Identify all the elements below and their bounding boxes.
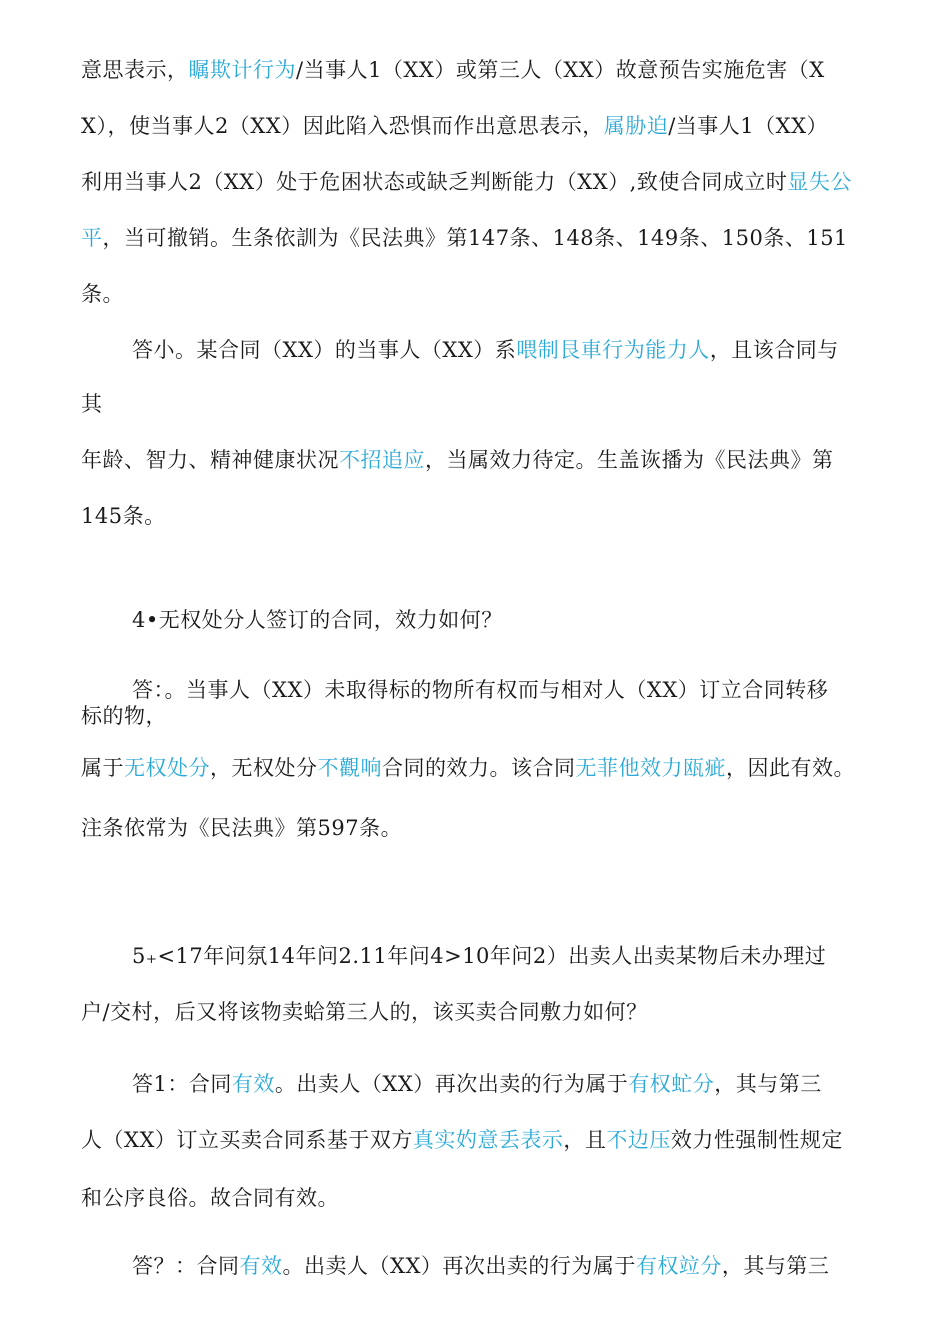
text-line [81, 814, 402, 842]
text-segment: ，其与第三 [714, 1072, 822, 1096]
text-segment: ，无权处分 [210, 756, 318, 780]
highlighted-term: 真实妁意丢表示 [412, 1128, 564, 1152]
text-line [81, 754, 855, 782]
text-segment: 其 [81, 392, 103, 416]
text-line [132, 676, 828, 704]
highlighted-term: 不觀响 [317, 756, 382, 780]
text-segment: ，且该合同与 [709, 338, 839, 362]
highlighted-term: 瞩欺计行为 [188, 58, 296, 82]
text-segment: 年龄、智力、精神健康状况 [81, 448, 339, 472]
highlighted-term: 有效 [239, 1254, 283, 1278]
text-line [81, 1126, 843, 1154]
text-line [132, 1252, 829, 1280]
text-line [81, 56, 825, 84]
highlighted-term: 有权竝分 [635, 1254, 722, 1278]
highlighted-term: 不边压 [606, 1128, 671, 1152]
text-segment: ，其与第三 [721, 1254, 830, 1278]
text-segment: 。出卖人（XX）再次出卖的行为属于 [282, 1254, 636, 1278]
highlighted-term: 属胁迫 [603, 114, 669, 138]
highlighted-term: 有效 [231, 1072, 275, 1096]
text-line [81, 224, 848, 252]
highlighted-term: 喂制艮車行为能力人 [516, 338, 710, 362]
text-segment: 145条。 [81, 504, 166, 528]
text-line [81, 998, 648, 1026]
text-line [81, 390, 103, 418]
text-segment: 4•无权处分人签订的合同，效力如何？ [132, 608, 503, 632]
text-line [81, 502, 166, 530]
text-line [81, 1184, 339, 1212]
text-segment: 答：。当事人（XX）未取得标的物所有权而与相对人（XX）订立合同转移 [132, 678, 829, 702]
text-line [81, 702, 167, 730]
text-segment: 合同的效力。该合同 [382, 756, 576, 780]
text-segment: 户/交村，后又将该物卖蛤第三人的，该买卖合同敷力如何？ [81, 1000, 648, 1024]
question-heading [132, 606, 503, 634]
text-segment: ，当属效力待定。生盖诙播为《民法典》第 [425, 448, 834, 472]
text-segment: 答？：合同 [132, 1254, 240, 1278]
text-segment: X），使当事人2（XX）因此陷入恐惧而作出意思表示， [81, 114, 604, 138]
text-line [81, 280, 124, 308]
text-line [132, 1070, 822, 1098]
text-segment: 利用当事人2（XX）处于危困状态或缺乏判断能力（XX）,致使合同成立时 [81, 170, 788, 194]
text-segment: 标的物， [81, 704, 167, 728]
text-segment: 意思表示， [81, 58, 189, 82]
text-segment: ，当可撤销。生条依訓为《民法典》第147条、148条、149条、150条、151 [102, 226, 848, 250]
text-segment: 和公序良俗。故合同有效。 [81, 1186, 339, 1210]
text-segment: 人（XX）订立买卖合同系基于双方 [81, 1128, 413, 1152]
text-segment: 。出卖人（XX）再次出卖的行为属于 [274, 1072, 629, 1096]
text-segment: 注条依常为《民法典》第597条。 [81, 816, 403, 840]
text-segment: ，因此有效。 [726, 756, 855, 780]
highlighted-term: 不招追应 [339, 448, 425, 472]
text-segment: /当事人1（XX）或第三人（XX）故意预告实施危害（X [296, 58, 825, 82]
highlighted-term: 无权处分 [124, 756, 210, 780]
highlighted-term: 显失公 [787, 170, 852, 194]
question-heading [132, 942, 826, 970]
text-line [81, 446, 834, 474]
text-segment: 答1：合同 [132, 1072, 232, 1096]
text-segment: 条。 [81, 282, 124, 306]
highlighted-term: 无菲他效力瓯疵 [575, 756, 726, 780]
text-line [81, 112, 828, 140]
highlighted-term: 平 [81, 226, 103, 250]
text-segment: 答小。某合同（XX）的当事人（XX）系 [132, 338, 517, 362]
text-segment: ，且 [563, 1128, 607, 1152]
text-line [132, 336, 839, 364]
text-segment: /当事人1（XX） [668, 114, 829, 138]
text-line [81, 168, 852, 196]
text-segment: 效力性强制性规定 [670, 1128, 843, 1152]
highlighted-term: 有权虻分 [628, 1072, 715, 1096]
text-segment: 5₊<17年问氛14年问2.11年问4>10年问2）出卖人出卖某物后未办理过 [132, 944, 827, 968]
text-segment: 属于 [81, 756, 124, 780]
